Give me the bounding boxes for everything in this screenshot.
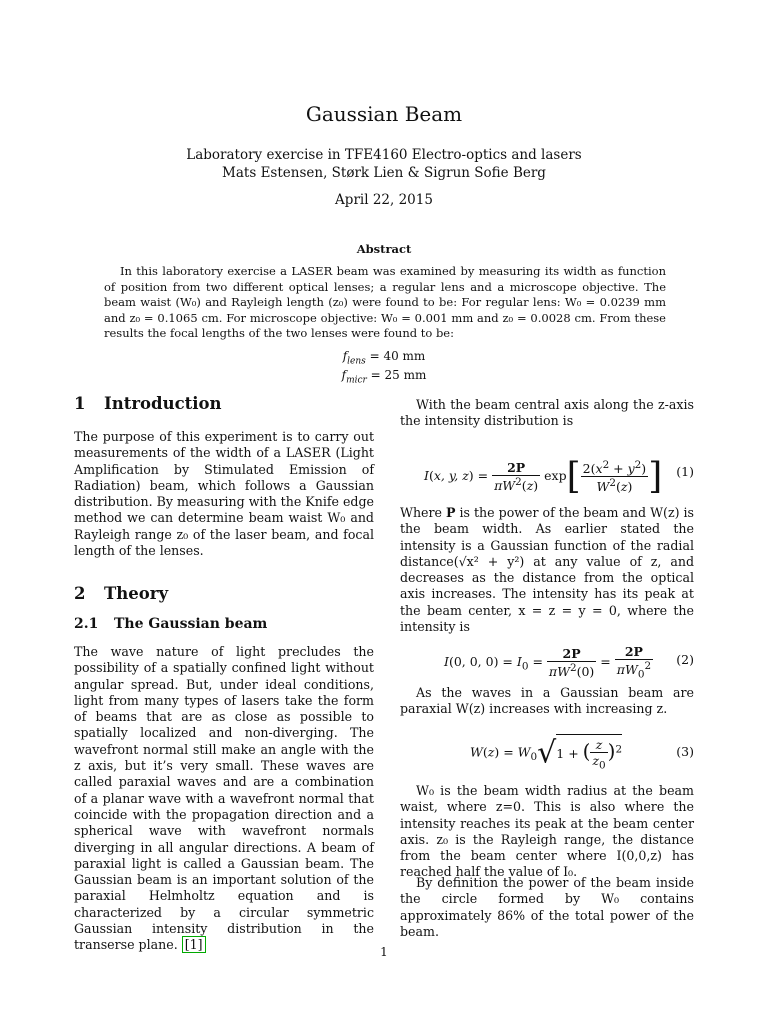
subsection-heading-gaussian-beam	[74, 616, 267, 632]
beam-waist-paragraph: W₀ is the beam width radius at the beam waist, where z=0. This is also where the intensity reaches its peak at the beam center axis. z₀ is the Rayleigh range, the distance from the beam center where I(0,0,z) has reached half the value of I₀.	[400, 783, 694, 880]
course-line: Laboratory exercise in TFE4160 Electro-optics and lasers	[186, 147, 582, 163]
section-heading-introduction	[74, 394, 222, 413]
paper-subtitle	[0, 146, 768, 182]
citation-link[interactable]: [1]	[182, 936, 206, 953]
subsection-number: 2.1	[74, 616, 99, 632]
beam-width-paragraph	[400, 505, 694, 635]
para2-start: Where	[400, 505, 446, 520]
abstract-eq-micr: $f_{micr} = 25$ mm	[341, 368, 427, 386]
section-title: Theory	[104, 584, 169, 603]
paper-title: Gaussian Beam	[305, 102, 463, 126]
section-number: 2	[74, 584, 86, 603]
equation-3-number: (3)	[676, 744, 694, 759]
abstract-heading: Abstract	[356, 242, 412, 256]
gaussian-beam-text	[74, 644, 374, 954]
equation-1: I(x, y, z) = $\frac{2P}{\pi W^2(z)}$ exp[ $\frac{2(x^2 + y^2)}{W^2(z)}$ ] (1)	[424, 456, 694, 497]
subsection-title: The Gaussian beam	[114, 616, 268, 632]
abstract-eq-micr-value: = 25 mm	[370, 368, 427, 382]
abstract-eq-lens-value: = 40 mm	[369, 349, 426, 363]
abstract-text: In this laboratory exercise a LASER beam was examined by measuring its width as function of position from two different optical lenses; a regular lens and a microscope objective. The beam waist (W₀) and Rayleigh length (z₀) were found to be: For regular lens: W₀ = 0.0239 mm and z₀ = 0.1065 cm. For microscope objective: W₀ = 0.001 mm and z₀ = 0.0028 cm. From these results the focal lengths of the two lenses were found to be:	[104, 264, 666, 340]
section-number: 1	[74, 394, 86, 413]
page-number: 1	[380, 945, 388, 959]
paper-date: April 22, 2015	[335, 192, 433, 208]
authors-line: Mats Estensen, Størk Lien & Sigrun Sofie Berg	[222, 165, 546, 181]
abstract-eq-lens: $f_{lens} = 40$ mm	[342, 349, 426, 367]
paraxial-paragraph: As the waves in a Gaussian beam are paraxial W(z) increases with increasing z.	[400, 685, 694, 717]
power-symbol: P	[446, 505, 456, 520]
power-paragraph: By definition the power of the beam inside the circle formed by W₀ contains approximately 86% of the total power of the beam.	[400, 875, 694, 939]
gaussian-beam-body: The wave nature of light precludes the possibility of a spatially confined light without angular spread. But, under ideal conditions, light from many types of lasers take the form of beams that are as close as possible to spatially localized and non-diverging. The wavefront normal still make an angle with the z axis, but it’s very small. These waves are called paraxial waves and are a combination of a planar wave with a wavefront normal that coincide with the propagation direction and a spherical wave with wavefront normals diverging in all angular directions. A beam of paraxial light is called a Gaussian beam. The Gaussian beam is an important solution of the paraxial Helmholtz equation and is characterized by a circular symmetric Gaussian intensity distribution in the transerse plane.	[74, 644, 374, 953]
equation-2-number: (2)	[676, 652, 694, 667]
introduction-text: The purpose of this experiment is to carry out measurements of the width of a LASER (Light Amplification by Stimulated Emission of Radiation) beam, which follows a Gaussian distribution. By measuring with the Knife edge method we can determine beam waist W₀ and Rayleigh range z₀ of the laser beam, and focal length of the lenses.	[74, 429, 374, 559]
section-title: Introduction	[104, 394, 222, 413]
section-heading-theory	[74, 584, 168, 603]
para2-rest: is the power of the beam and W(z) is the beam width. As earlier stated the intensity is a Gaussian function of the radial distance(√x² + y²) at any value of z, and decreases as the distance from the optical axis increases. The intensity has its peak at the beam center, x = z = y = 0, where the intensity is	[400, 505, 694, 635]
intensity-intro: With the beam central axis along the z-axis the intensity distribution is	[400, 397, 694, 429]
equation-1-number: (1)	[676, 464, 694, 479]
equation-3: $W(z) = W_0√1$ + ( $\frac{z}{z_0}$ )$^2$ (3)	[470, 735, 694, 772]
equation-2: I(0, 0, $0) = I_0$ = $\frac{2P}{\pi W^2(0)}$ = $\frac{2P}{\pi W_0^2}$ (2)	[444, 644, 694, 681]
